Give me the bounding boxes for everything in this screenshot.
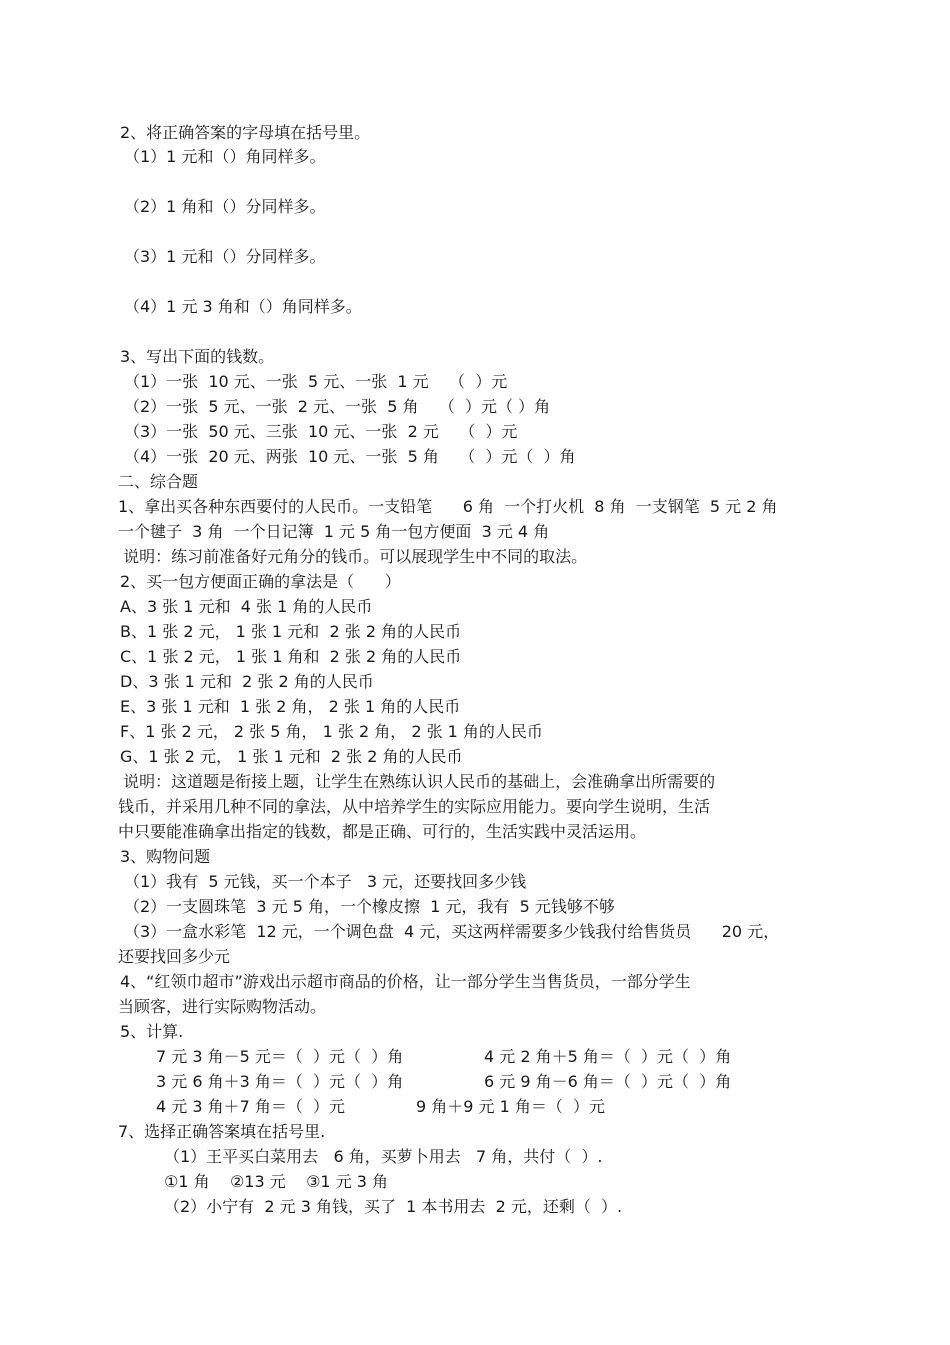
- s2-q2-option: C、1 张 2 元， 1 张 1 角和 2 张 2 角的人民币: [120, 647, 462, 666]
- s2-q1-note: 说明：练习前准备好元角分的钱币。可以展现学生中不同的取法。: [118, 547, 588, 566]
- q3-item: （2）一张 5 元、一张 2 元、一张 5 角 （ ）元（ ）角: [124, 397, 551, 416]
- s2-q3-item: （3）一盒水彩笔 12 元，一个调色盘 4 元，买这两样需要多少钱我付给售货员 20 元，: [124, 922, 780, 941]
- s2-q3-title: 3、购物问题: [120, 847, 211, 866]
- s2-q3-item: （2）一支圆珠笔 3 元 5 角，一个橡皮擦 1 元，我有 5 元钱够不够: [124, 897, 615, 916]
- s2-q1-line: 1、拿出买各种东西要付的人民币。一支铅笔 6 角 一个打火机 8 角 一支钢笔 5 元 2 角: [118, 497, 778, 516]
- s2-q2-note: 中只要能准确拿出指定的钱数，都是正确、可行的，生活实践中灵活运用。: [118, 822, 647, 841]
- s2-q7-title: 7、选择正确答案填在括号里.: [118, 1122, 326, 1141]
- section-title: 二、综合题: [118, 472, 199, 491]
- s2-q2-note: 说明：这道题是衔接上题，让学生在熟练认识人民币的基础上，会准确拿出所需要的: [118, 772, 716, 791]
- s2-q2-option: A、3 张 1 元和 4 张 1 角的人民币: [120, 597, 373, 616]
- calc-right: 9 角＋9 元 1 角＝（ ）元: [416, 1097, 606, 1116]
- s2-q7-item: （1）王平买白菜用去 6 角，买萝卜用去 7 角，共付（ ）.: [164, 1147, 603, 1166]
- calc-right: 4 元 2 角＋5 角＝（ ）元（ ）角: [484, 1047, 732, 1066]
- calc-left: 4 元 3 角＋7 角＝（ ）元: [156, 1097, 346, 1116]
- s2-q2-option: F、1 张 2 元， 2 张 5 角， 1 张 2 角， 2 张 1 角的人民币: [120, 722, 543, 741]
- s2-q2-option: B、1 张 2 元， 1 张 1 元和 2 张 2 角的人民币: [120, 622, 462, 641]
- q3-item: （1）一张 10 元、一张 5 元、一张 1 元 （ ）元: [124, 372, 508, 391]
- q2-item: （3）1 元和（）分同样多。: [124, 247, 326, 266]
- calc-right: 6 元 9 角－6 角＝（ ）元（ ）角: [484, 1072, 732, 1091]
- s2-q2-option: G、1 张 2 元， 1 张 1 元和 2 张 2 角的人民币: [120, 747, 463, 766]
- calc-left: 7 元 3 角－5 元＝（ ）元（ ）角: [156, 1047, 404, 1066]
- s2-q2-option: D、3 张 1 元和 2 张 2 角的人民币: [120, 672, 374, 691]
- s2-q5-title: 5、计算.: [120, 1022, 184, 1041]
- q3-item: （4）一张 20 元、两张 10 元、一张 5 角 （ ）元（ ）角: [124, 447, 576, 466]
- s2-q2-note: 钱币，并采用几种不同的拿法，从中培养学生的实际应用能力。要向学生说明，生活: [118, 797, 711, 816]
- q2-item: （4）1 元 3 角和（）角同样多。: [124, 297, 362, 316]
- s2-q4-line: 4、“红领巾超市”游戏出示超市商品的价格，让一部分学生当售货员，一部分学生: [120, 972, 691, 991]
- s2-q3-item: （1）我有 5 元钱，买一个本子 3 元，还要找回多少钱: [124, 872, 527, 891]
- q2-item: （1）1 元和（）角同样多。: [124, 147, 326, 166]
- s2-q7-item: ①1 角 ②13 元 ③1 元 3 角: [164, 1172, 389, 1191]
- s2-q2-option: E、3 张 1 元和 1 张 2 角， 2 张 1 角的人民币: [120, 697, 461, 716]
- s2-q3-item: 还要找回多少元: [118, 947, 231, 966]
- q2-item: （2）1 角和（）分同样多。: [124, 197, 326, 216]
- q3-item: （3）一张 50 元、三张 10 元、一张 2 元 （ ）元: [124, 422, 518, 441]
- q3-title: 3、写出下面的钱数。: [120, 347, 275, 366]
- s2-q1-line: 一个毽子 3 角 一个日记簿 1 元 5 角一包方便面 3 元 4 角: [118, 522, 550, 541]
- s2-q4-line: 当顾客，进行实际购物活动。: [118, 997, 327, 1016]
- q2-title: 2、将正确答案的字母填在括号里。: [120, 123, 371, 142]
- s2-q7-item: （2）小宁有 2 元 3 角钱，买了 1 本书用去 2 元，还剩（ ）.: [164, 1197, 623, 1216]
- s2-q2-title: 2、买一包方便面正确的拿法是（ ）: [120, 572, 401, 591]
- calc-left: 3 元 6 角＋3 角＝（ ）元（ ）角: [156, 1072, 404, 1091]
